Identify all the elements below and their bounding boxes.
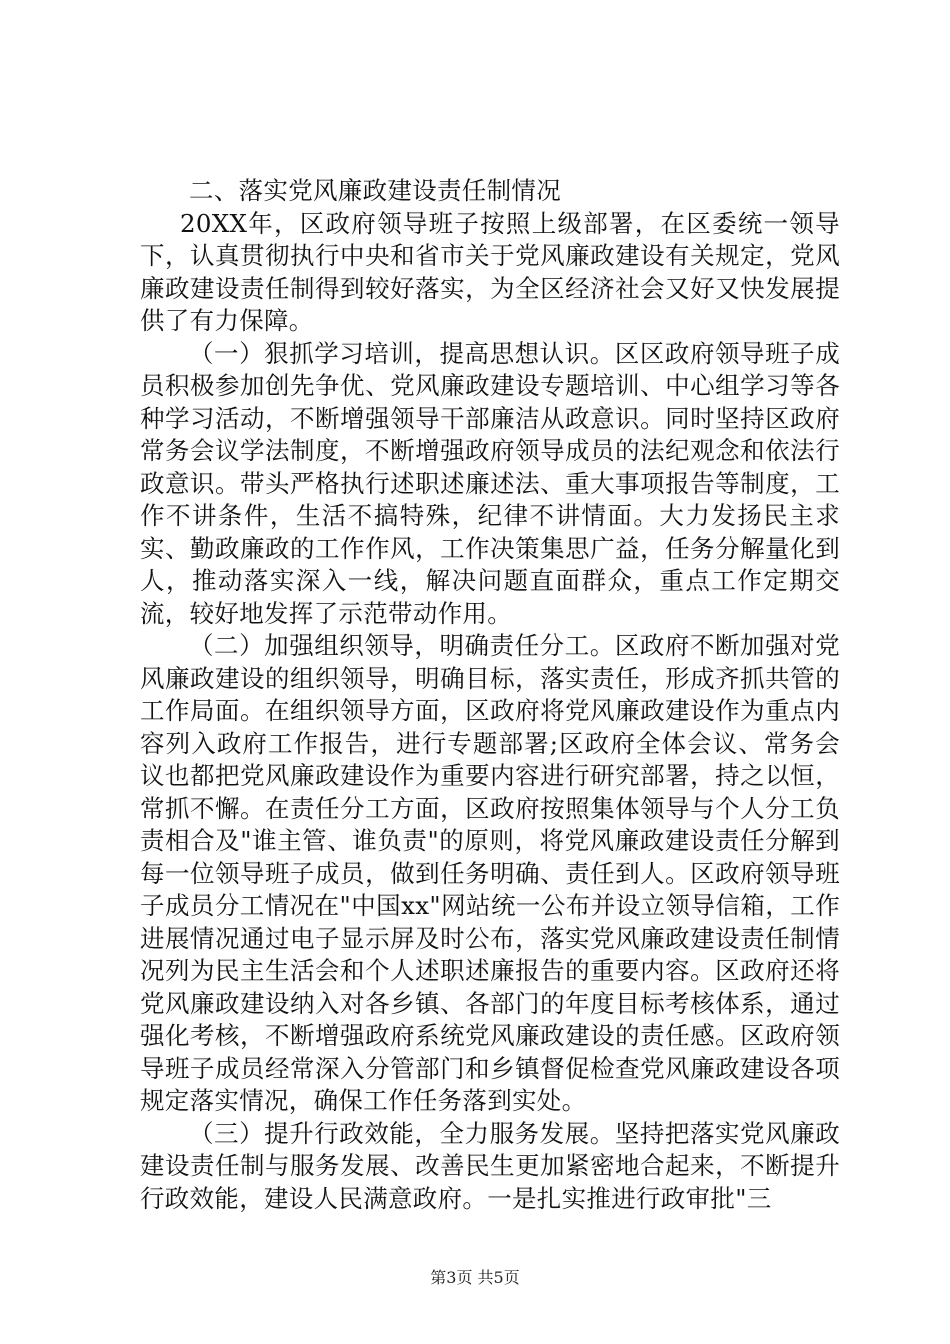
section-heading: 二、落实党风廉政建设责任制情况 bbox=[189, 176, 561, 205]
document-body bbox=[140, 175, 840, 1215]
intro-paragraph: 20XX年，区政府领导班子按照上级部署，在区委统一领导下，认真贯彻执行中央和省市关于党风廉政建设有关规定，党风廉政建设责任制得到较好落实，为全区经济社会又好又快发展提供了有力保障。 bbox=[140, 208, 840, 335]
paragraph-item-1: （一）狠抓学习培训，提高思想认识。区区政府领导班子成员积极参加创先争优、党风廉政建设专题培训、中心组学习等各种学习活动，不断增强领导干部廉洁从政意识。同时坚持区政府常务会议学法制度，不断增强政府领导成员的法纪观念和依法行政意识。带头严格执行述职述廉述法、重大事项报告等制度，工作不讲条件，生活不搞特殊，纪律不讲情面。大力发扬民主求实、勤政廉政的工作作风，工作决策集思广益，任务分解量化到人，推动落实深入一线，解决问题直面群众，重点工作定期交流，较好地发挥了示范带动作用。 bbox=[140, 338, 840, 628]
page-number-footer: 第3页 共5页 bbox=[430, 1268, 520, 1287]
paragraph-item-3: （三）提升行政效能，全力服务发展。坚持把落实党风廉政建设责任制与服务发展、改善民生更加紧密地合起来，不断提升行政效能，建设人民满意政府。一是扎实推进行政审批"三 bbox=[140, 1118, 840, 1213]
paragraph-item-2: （二）加强组织领导，明确责任分工。区政府不断加强对党风廉政建设的组织领导，明确目标，落实责任，形成齐抓共管的工作局面。在组织领导方面，区政府将党风廉政建设作为重点内容列入政府工作报告，进行专题部署;区政府全体会议、常务会议也都把党风廉政建设作为重要内容进行研究部署，持之以恒，常抓不懈。在责任分工方面，区政府按照集体领导与个人分工负责相合及"谁主管、谁负责"的原则，将党风廉政建设责任分解到每一位领导班子成员，做到任务明确、责任到人。区政府领导班子成员分工情况在"中国xx"网站统一公布并设立领导信箱，工作进展情况通过电子显示屏及时公布，落实党风廉政建设责任制情况列为民主生活会和个人述职述廉报告的重要内容。区政府还将党风廉政建设纳入对各乡镇、各部门的年度目标考核体系，通过强化考核，不断增强政府系统党风廉政建设的责任感。区政府领导班子成员经常深入分管部门和乡镇督促检查党风廉政建设各项规定落实情况，确保工作任务落到实处。 bbox=[140, 631, 840, 1115]
